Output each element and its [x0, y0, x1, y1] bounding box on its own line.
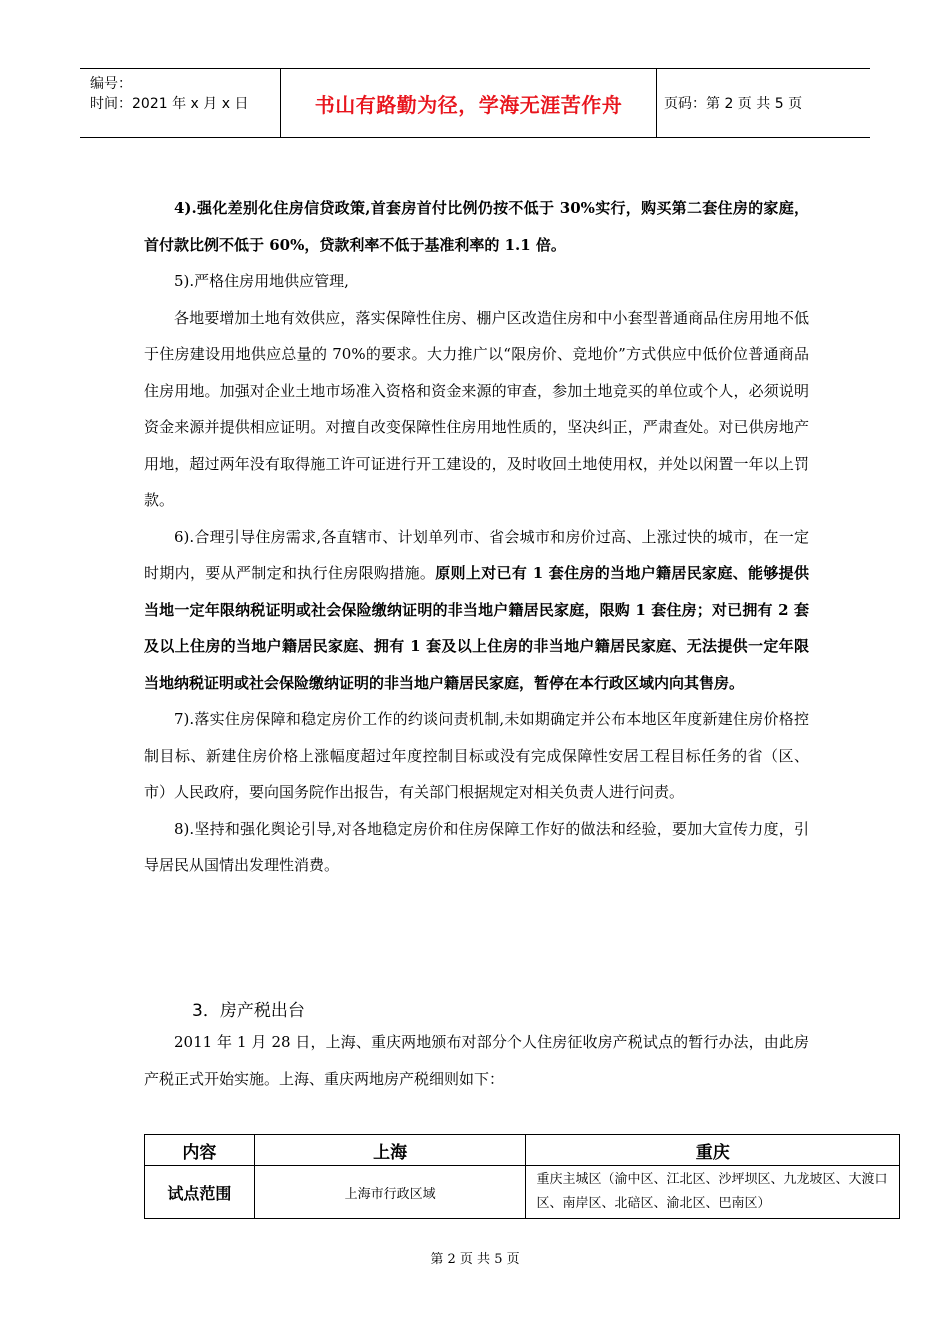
table-header-content: 内容 — [145, 1135, 255, 1166]
property-tax-table — [144, 1134, 900, 1219]
section-3-intro: 2011 年 1 月 28 日，上海、重庆两地颁布对部分个人住房征收房产税试点的暂行办法，由此房产税正式开始实施。上海、重庆两地房产税细则如下： — [144, 1033, 809, 1088]
table-cell-chongqing: 重庆主城区（渝中区、江北区、沙坪坝区、九龙坡区、大渡口区、南岸区、北碚区、渝北区、巴南区） — [526, 1166, 900, 1219]
paragraph-7: 7).落实住房保障和稳定房价工作的约谈问责机制,未如期确定并公布本地区年度新建住房价格控制目标、新建住房价格上涨幅度超过年度控制目标或没有完成保障性安居工程目标任务的省（区、市）人民政府，要向国务院作出报告，有关部门根据规定对相关负责人进行问责。 — [144, 710, 809, 801]
page-header — [80, 68, 870, 138]
section-3-title: 3．房产税出台 — [192, 1001, 305, 1021]
paragraph-6-normal: 6).合理引导住房需求,各直辖市、计划单列市、省会城市和房价过高、上涨过快的城市，在一定时期内，要从严制定和执行住房限购措施。 — [144, 527, 809, 582]
header-motto: 书山有路勤为径，学海无涯苦作舟 — [280, 69, 657, 137]
table-row — [145, 1166, 900, 1219]
table-cell-shanghai: 上海市行政区域 — [254, 1166, 526, 1219]
paragraph-6 — [144, 519, 809, 702]
header-page-info: 页码：第 2 页 共 5 页 — [664, 96, 803, 112]
table-header-row — [145, 1135, 900, 1166]
document-number-label: 编号： — [90, 76, 132, 92]
document-date: 时间：2021 年 x 月 x 日 — [90, 96, 249, 112]
page-footer: 第 2 页 共 5 页 — [430, 1252, 520, 1267]
paragraph-6-bold: 原则上对已有 1 套住房的当地户籍居民家庭、能够提供当地一定年限纳税证明或社会保险缴纳证明的非当地户籍居民家庭，限购 1 套住房；对已拥有 2 套及以上住房的当地户籍居民家庭、拥有 1 套及以上住房的非当地户籍居民家庭、无法提供一定年限当地纳税证明或社会保险缴纳证明的非当地户籍居民家庭，暂停在本行政区域内向其售房。 — [144, 564, 809, 692]
main-content — [144, 190, 809, 884]
table-header-shanghai: 上海 — [254, 1135, 526, 1166]
header-meta — [80, 69, 280, 137]
paragraph-5-body: 各地要增加土地有效供应，落实保障性住房、棚户区改造住房和中小套型普通商品住房用地不低于住房建设用地供应总量的 70%的要求。大力推广以“限房价、竞地价”方式供应中低价位普通商品住房用地。加强对企业土地市场准入资格和资金来源的审查，参加土地竞买的单位或个人，必须说明资金来源并提供相应证明。对擅自改变保障性住房用地性质的，坚决纠正，严肃查处。对已供房地产用地，超过两年没有取得施工许可证进行开工建设的，及时收回土地使用权，并处以闲置一年以上罚款。 — [144, 308, 809, 509]
section-3-body — [144, 1024, 809, 1097]
paragraph-8: 8).坚持和强化舆论引导,对各地稳定房价和住房保障工作好的做法和经验，要加大宣传力度，引导居民从国情出发理性消费。 — [144, 819, 809, 874]
table-row-label: 试点范围 — [145, 1166, 255, 1219]
table-header-chongqing: 重庆 — [526, 1135, 900, 1166]
paragraph-5-title: 5).严格住房用地供应管理, — [174, 272, 349, 290]
paragraph-4: 4).强化差别化住房信贷政策,首套房首付比例仍按不低于 30%实行，购买第二套住房的家庭，首付款比例不低于 60%，贷款利率不低于基准利率的 1.1 倍。 — [144, 199, 809, 254]
